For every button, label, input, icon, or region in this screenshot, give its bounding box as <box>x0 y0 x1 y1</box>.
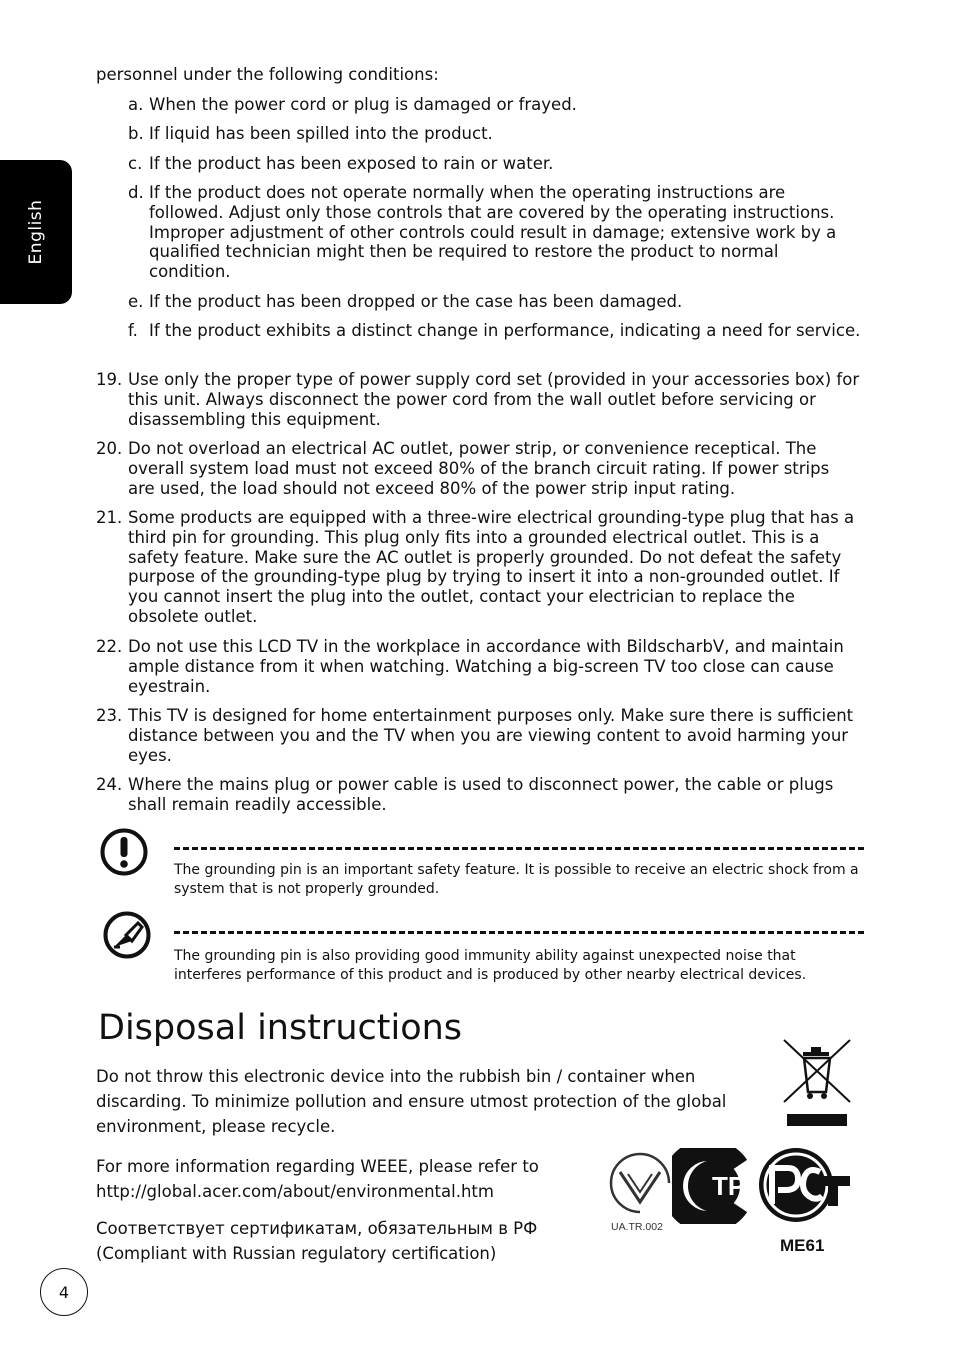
numbered-item-label: 22. <box>96 637 123 656</box>
numbered-item-text: This TV is designed for home entertainment purposes only. Make sure there is sufficient distance between you and the TV when you are viewing content to avoid harming your eyes. <box>128 706 854 765</box>
weee-link[interactable]: http://global.acer.com/about/environmental.htm <box>96 1182 494 1201</box>
numbered-item-label: 24. <box>96 775 123 794</box>
list-item-label: d. <box>128 183 144 202</box>
numbered-item-text: Use only the proper type of power supply cord set (provided in your accessories box) for this unit. Always disconnect the power cord from the wall outlet before servicing or disassembling this equipment. <box>128 370 860 429</box>
page-number-label: 4 <box>58 1282 70 1302</box>
page-number <box>40 1268 88 1316</box>
info-note-text: The grounding pin is also providing good immunity ability against unexpected noise that interferes performance of this product and is produced by other nearby electrical devices. <box>174 948 807 983</box>
pct-cert-code: ME61 <box>780 1236 825 1255</box>
weee-info-text: For more information regarding WEEE, please refer to <box>96 1157 539 1176</box>
ua-cert-code: UA.TR.002 <box>611 1221 663 1233</box>
disposal-paragraph: Do not throw this electronic device into the rubbish bin / container when discarding. To minimize pollution and ensure utmost protection of the global environment, please recycle. <box>96 1067 727 1136</box>
note-divider <box>174 931 864 934</box>
list-item-label: a. <box>128 95 144 114</box>
numbered-item-label: 21. <box>96 508 123 527</box>
numbered-item-text: Some products are equipped with a three-wire electrical grounding-type plug that has a third pin for grounding. This plug only fits into a grounded electrical outlet. This is a safety feature. Make sure the AC outlet is properly grounded. Do not defeat the safety purpose of the grounding-type plug by trying to insert it into a non-grounded outlet. If you cannot insert the plug into the outlet, contact your electrician to replace the obsolete outlet. <box>128 508 855 626</box>
numbered-item <box>96 439 861 498</box>
ctp-cert-icon <box>672 1148 754 1224</box>
list-item <box>128 154 863 174</box>
section-heading: Disposal instructions <box>98 1008 463 1048</box>
numbered-item-label: 20. <box>96 439 123 458</box>
numbered-item-text: Do not overload an electrical AC outlet, power strip, or convenience receptical. The overall system load must not exceed 80% of the branch circuit rating. If power strips are used, the load should not exceed 80% of the power strip input rating. <box>128 439 830 498</box>
weee-info <box>96 1154 596 1204</box>
numbered-item <box>96 370 861 429</box>
list-item-label: f. <box>128 321 138 340</box>
numbered-item <box>96 706 861 765</box>
language-tab-label: English <box>26 199 46 265</box>
list-item-label: c. <box>128 154 143 173</box>
intro-text: personnel under the following conditions: <box>96 65 439 84</box>
numbered-item-label: 19. <box>96 370 123 389</box>
list-item-text: If the product does not operate normally when the operating instructions are followed. Adjust only those controls that are covered by the operating instructions. Improper adjustment of other controls could result in damage; extensive work by a qualified technician might then be required to restore the product to normal condition. <box>149 183 837 282</box>
russian-cert-text: Соответствует сертификатам, обязательным в РФ <box>96 1219 538 1238</box>
numbered-item-text: Do not use this LCD TV in the workplace in accordance with BildscharbV, and maintain ample distance from it when watching. Watching a big-screen TV too close can cause eyestrain. <box>128 637 844 696</box>
note-icon <box>102 910 152 960</box>
numbered-item-label: 23. <box>96 706 123 725</box>
ctp-cert-label: TP <box>712 1171 746 1201</box>
russian-certification <box>96 1216 596 1266</box>
list-item <box>128 95 863 115</box>
list-item <box>128 321 863 341</box>
warning-divider <box>174 847 864 850</box>
list-item-text: If the product exhibits a distinct change in performance, indicating a need for service. <box>149 321 861 340</box>
pct-cert-icon <box>756 1146 852 1224</box>
ua-cert-icon <box>606 1150 674 1220</box>
list-item-text: When the power cord or plug is damaged or frayed. <box>149 95 577 114</box>
list-item-text: If the product has been exposed to rain or water. <box>149 154 554 173</box>
list-item <box>128 292 863 312</box>
list-item <box>128 183 863 282</box>
language-tab <box>0 160 72 304</box>
numbered-item <box>96 775 861 815</box>
russian-cert-translation: (Compliant with Russian regulatory certification) <box>96 1244 497 1263</box>
list-item-label: e. <box>128 292 144 311</box>
list-item-label: b. <box>128 124 144 143</box>
numbered-item-text: Where the mains plug or power cable is used to disconnect power, the cable or plugs shall remain readily accessible. <box>128 775 834 814</box>
weee-bin-icon <box>780 1036 854 1130</box>
list-item <box>128 124 863 144</box>
warning-note-text: The grounding pin is an important safety feature. It is possible to receive an electric shock from a system that is not properly grounded. <box>174 862 859 897</box>
list-item-text: If liquid has been spilled into the product. <box>149 124 493 143</box>
warning-icon <box>99 827 149 877</box>
list-item-text: If the product has been dropped or the case has been damaged. <box>149 292 683 311</box>
numbered-item <box>96 637 861 696</box>
numbered-item <box>96 508 861 627</box>
